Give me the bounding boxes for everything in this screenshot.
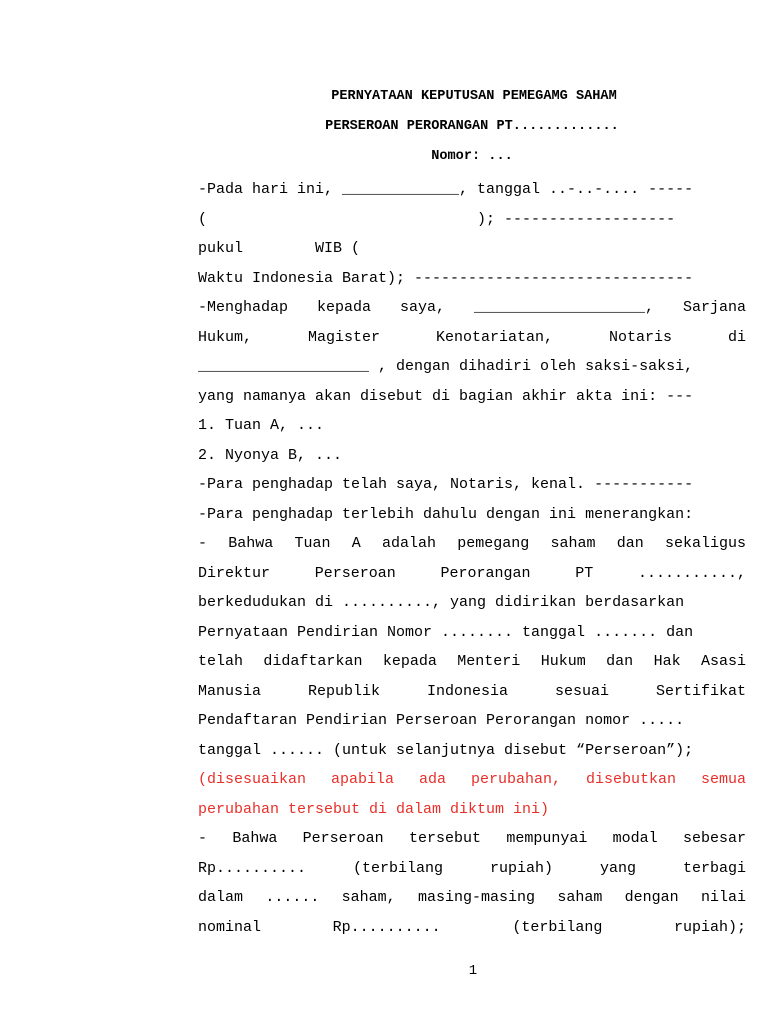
text-line: -Para penghadap terlebih dahulu dengan ini menerangkan: — [198, 505, 694, 523]
text-line: - Bahwa Perseroan tersebut mempunyai modal sebesar — [198, 830, 746, 847]
title-line-1: PERNYATAAN KEPUTUSAN PEMEGAMG SAHAM — [331, 89, 617, 104]
text-line: Waktu Indonesia Barat); ------------------------------- — [198, 269, 694, 287]
text-line: - Bahwa Tuan A adalah pemegang saham dan sekaligus — [198, 535, 746, 552]
text-line: Rp.......... (terbilang rupiah) yang terbagi — [198, 859, 746, 877]
text-line: dalam ...... saham, masing-masing saham dengan nilai — [198, 889, 746, 906]
note-line: (disesuaikan apabila ada perubahan, disebutkan semua — [198, 771, 746, 788]
text-line: -Menghadap kepada saya, ___________________, Sarjana — [198, 299, 746, 316]
text-line: yang namanya akan disebut di bagian akhir akta ini: --- — [198, 387, 694, 405]
title-line-3: Nomor: ... — [431, 149, 513, 164]
text-line: -Pada hari ini, _____________, tanggal ..-..-.... ----- — [198, 181, 694, 198]
text-line: tanggal ...... (untuk selanjutnya disebut “Perseroan”); — [198, 741, 694, 759]
text-line: nominal Rp.......... (terbilang rupiah); — [198, 918, 746, 936]
note-line: perubahan tersebut di dalam diktum ini) — [198, 800, 550, 818]
page-number: 1 — [468, 963, 478, 979]
text-line: -Para penghadap telah saya, Notaris, kenal. ----------- — [198, 476, 694, 493]
text-line: Hukum, Magister Kenotariatan, Notaris di — [198, 328, 746, 346]
title-line-2: PERSEROAN PERORANGAN PT............. — [325, 119, 619, 134]
text-line: 1. Tuan A, ... — [198, 417, 325, 434]
text-line: Manusia Republik Indonesia sesuai Sertifikat — [198, 682, 746, 700]
text-line: telah didaftarkan kepada Menteri Hukum dan Hak Asasi — [198, 653, 746, 670]
text-line: ( ); ------------------- — [198, 210, 676, 228]
text-line: 2. Nyonya B, ... — [198, 446, 343, 464]
text-line: berkedudukan di .........., yang didirikan berdasarkan — [198, 594, 685, 611]
text-line: Pendaftaran Pendirian Perseroan Perorangan nomor ..... — [198, 712, 685, 729]
text-line: Pernyataan Pendirian Nomor ........ tanggal ....... dan — [198, 623, 694, 641]
text-line: pukul WIB ( — [198, 240, 361, 257]
document-body — [198, 175, 746, 942]
text-line: ___________________ , dengan dihadiri oleh saksi-saksi, — [198, 358, 694, 375]
text-line: Direktur Perseroan Perorangan PT ..........., — [198, 564, 746, 582]
